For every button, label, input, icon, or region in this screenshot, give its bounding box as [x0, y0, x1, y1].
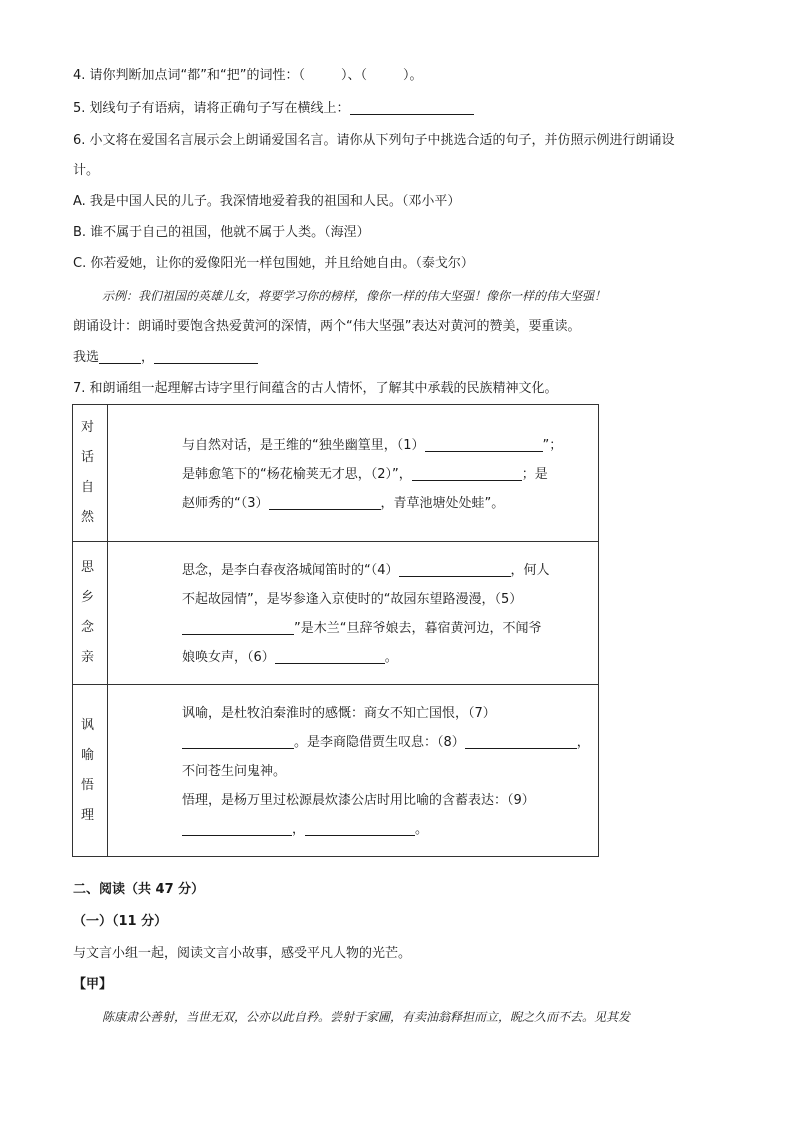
q6-line-1: 6. 小文将在爱国名言展示会上朗诵爱国名言。请你从下列句子中挑选合适的句子，并仿照示例进行朗诵设 [73, 133, 675, 148]
row2-line4-pre: 娘唤女声，（6） [182, 650, 275, 665]
q6-option-c: C. 你若爱她，让你的爱像阳光一样包围她，并且给她自由。（泰戈尔） [73, 256, 474, 271]
row3-line2-post: 。是李商隐借贾生叹息：（8） [294, 735, 465, 750]
row2-line3-post: ”是木兰“旦辞爷娘去，暮宿黄河边，不闻爷 [294, 621, 542, 636]
q6-choice-sep: ， [141, 350, 155, 365]
row2-line4-post: 。 [384, 650, 398, 665]
q6-design: 朗诵设计：朗诵时要饱含热爱黄河的深情，两个“伟大坚强”表达对黄河的赞美，要重读。 [73, 319, 581, 334]
row1-line3-pre: 赵师秀的“（3） [182, 495, 269, 511]
passage-marker: 【甲】 [73, 977, 113, 992]
q6-choice [73, 348, 258, 368]
row-content [108, 405, 599, 542]
row1-line1-post: ”； [542, 437, 563, 453]
row2-line1-post: ，何人 [510, 563, 550, 578]
q7-text: 7. 和朗诵组一起理解古诗字里行间蕴含的古人情怀，了解其中承载的民族精神文化。 [73, 381, 558, 396]
q6-design-blank[interactable] [154, 349, 258, 364]
row3-line2-post2: ， [576, 735, 590, 750]
q4-text-c: ）。 [403, 68, 423, 83]
blank-5[interactable] [182, 620, 294, 635]
row1-line2-pre: 是韩愈笔下的“杨花榆荚无才思，（2）”， [182, 466, 412, 482]
blank-3[interactable] [269, 495, 381, 510]
question-4 [73, 66, 423, 86]
row2-line2-pre: 不起故园情”，是岑参逢入京使时的“故园东望路漫漫，（5） [182, 592, 523, 607]
row1-line3-post: ，青草池塘处处蛙”。 [380, 495, 505, 511]
row3-line4-pre: 悟理，是杨万里过松源晨炊漆公店时用比喻的含蓄表达：（9） [182, 793, 535, 808]
blank-7[interactable] [182, 734, 294, 749]
row3-line5-post2: 。 [415, 822, 429, 837]
q4-text-b: ）、（ [340, 68, 367, 83]
q5-answer-blank[interactable] [350, 100, 474, 115]
q4-text-a: 4. 请你判断加点词“都”和“把”的词性：（ [73, 68, 305, 83]
section-title: 二、阅读（共 47 分） [73, 882, 205, 897]
blank-8[interactable] [465, 734, 577, 749]
section-intro: 与文言小组一起，阅读文言小故事，感受平凡人物的光芒。 [73, 946, 412, 961]
blank-4[interactable] [399, 562, 511, 577]
row1-line1-pre: 与自然对话，是王维的“独坐幽篁里，（1） [182, 437, 425, 453]
q5-text: 5. 划线句子有语病，请将正确句子写在横线上： [73, 101, 350, 116]
row-label: 思乡念亲 [73, 542, 108, 685]
row3-line3-pre: 不问苍生问鬼神。 [182, 764, 287, 779]
q6-choice-label: 我选 [73, 350, 100, 365]
blank-9b[interactable] [305, 821, 415, 836]
blank-2[interactable] [412, 466, 522, 481]
row3-line5-post: ， [292, 822, 306, 837]
table-row [73, 405, 599, 542]
poem-table [72, 404, 599, 857]
row-content [108, 542, 599, 685]
table-row [73, 542, 599, 685]
subsection-title: （一）（11 分） [73, 914, 168, 929]
question-5 [73, 99, 474, 119]
q6-choice-blank[interactable] [99, 349, 141, 364]
passage-text: 陈康肃公善射，当世无双，公亦以此自矜。尝射于家圃，有卖油翁释担而立，睨之久而不去。见其发 [102, 1010, 631, 1024]
row2-line1-pre: 思念，是李白春夜洛城闻笛时的“（4） [182, 563, 399, 578]
blank-6[interactable] [275, 649, 385, 664]
row-label: 对话自然 [73, 405, 108, 542]
table-row [73, 685, 599, 857]
row-content [108, 685, 599, 857]
q6-line-2: 计。 [73, 163, 100, 178]
row-label: 讽喻悟理 [73, 685, 108, 857]
q6-option-a: A. 我是中国人民的儿子。我深情地爱着我的祖国和人民。（邓小平） [73, 194, 461, 209]
q6-option-b: B. 谁不属于自己的祖国，他就不属于人类。（海涅） [73, 225, 370, 240]
blank-9a[interactable] [182, 821, 292, 836]
row1-line2-post: ；是 [521, 466, 548, 482]
q6-example: 示例：我们祖国的英雄儿女，将要学习你的榜样，像你一样的伟大坚强！像你一样的伟大坚强！ [102, 289, 607, 303]
row3-line1-pre: 讽喻，是杜牧泊秦淮时的感慨：商女不知亡国恨，（7） [182, 706, 496, 721]
blank-1[interactable] [425, 437, 543, 452]
